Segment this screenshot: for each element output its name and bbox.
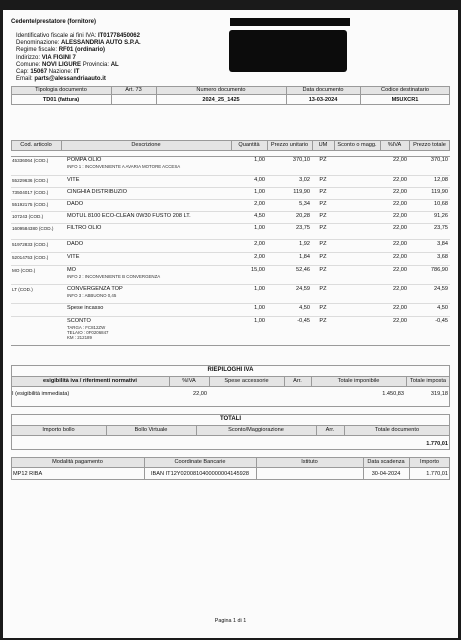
items-bottom-line xyxy=(11,345,450,346)
row-separator xyxy=(11,175,450,176)
item-um: PZ xyxy=(319,201,327,207)
payment-column-header: Istituto xyxy=(301,459,318,465)
column-divider xyxy=(156,86,157,105)
seller-value: 15067 xyxy=(30,69,48,75)
doc-header-label: Codice destinatario xyxy=(381,87,429,93)
item-iva: 22,00 xyxy=(393,286,407,292)
column-divider xyxy=(380,140,381,151)
column-divider xyxy=(286,86,287,105)
item-code: 55192175 (COD.) xyxy=(12,202,49,207)
payment-value: 30-04-2024 xyxy=(371,471,401,477)
riepiloghi-column-header: Totale imponibile xyxy=(337,378,380,384)
item-unit-price: 119,90 xyxy=(293,189,310,195)
column-divider xyxy=(360,86,361,105)
column-divider xyxy=(406,376,407,387)
item-code: 51972833 (COD.) xyxy=(12,242,49,247)
column-divider xyxy=(284,376,285,387)
item-quantity: 1,00 xyxy=(254,318,265,324)
item-um: PZ xyxy=(319,177,327,183)
item-description: FILTRO OLIO xyxy=(67,225,102,231)
item-code: 45336064 (COD.) xyxy=(12,158,49,163)
doc-header-value: M5UXCR1 xyxy=(391,97,419,103)
column-divider xyxy=(196,425,197,436)
item-iva: 22,00 xyxy=(393,225,407,231)
item-iva: 22,00 xyxy=(393,157,407,163)
item-quantity: 1,00 xyxy=(254,225,265,231)
item-code: 107243 (COD.) xyxy=(12,214,44,219)
item-description: CINGHIA DISTRIBUZIO xyxy=(67,189,127,195)
doc-header-value: TD01 (fattura) xyxy=(42,97,80,103)
seller-value: parts@alessandriaauto.it xyxy=(34,76,106,83)
seller-label: Email: xyxy=(16,76,35,83)
items-column-header: Cod. articolo xyxy=(20,142,52,148)
seller-line xyxy=(16,76,106,83)
doc-header-value: 2024_25_1425 xyxy=(202,97,240,103)
seller-label: Nazione: xyxy=(47,69,75,75)
item-unit-price: 23,75 xyxy=(296,225,310,231)
item-total: 786,90 xyxy=(430,267,448,273)
item-unit-price: 1,92 xyxy=(299,241,310,247)
totali-column-header: Bollo Virtuale xyxy=(134,427,168,433)
item-iva: 22,00 xyxy=(393,318,407,324)
row-separator xyxy=(11,303,450,304)
riepiloghi-column-header: %IVA xyxy=(182,378,196,384)
item-quantity: 2,00 xyxy=(254,201,265,207)
seller-value: AL xyxy=(110,61,119,68)
seller-heading: Cedente/prestatore (fornitore) xyxy=(11,19,97,25)
item-description: DADO xyxy=(67,241,84,247)
item-description: CONVERGENZA TOP xyxy=(67,286,123,292)
item-iva: 22,00 xyxy=(393,305,407,311)
column-divider xyxy=(311,376,312,387)
item-unit-price: 20,28 xyxy=(296,213,310,219)
row-separator xyxy=(11,316,450,317)
item-unit-price: 24,59 xyxy=(296,286,310,292)
items-column-header: Prezzo unitario xyxy=(270,142,309,148)
doc-header-label: Data documento xyxy=(302,87,344,93)
item-iva: 22,00 xyxy=(393,177,407,183)
item-um: PZ xyxy=(319,157,327,163)
riepiloghi-column-header: Spese accessorie xyxy=(224,378,269,384)
riepiloghi-title: RIEPILOGHI IVA xyxy=(207,367,254,373)
totali-column-header: Arr. xyxy=(325,427,335,433)
item-description: Spese incasso xyxy=(67,305,104,311)
item-total: 23,75 xyxy=(434,225,448,231)
payment-column-header: Data scadenza xyxy=(367,459,405,465)
item-code: 73504017 (COD.) xyxy=(12,190,49,195)
column-divider xyxy=(209,376,210,387)
column-divider xyxy=(61,140,62,151)
item-quantity: 1,00 xyxy=(254,157,265,163)
seller-value: IT xyxy=(74,69,80,75)
doc-header-label: Art. 73 xyxy=(125,87,142,93)
item-um: PZ xyxy=(319,267,327,273)
item-info: INFO 1 : INCONVENIENTE A AVARIA MOTORE ACCESA xyxy=(67,163,181,169)
column-divider xyxy=(409,140,410,151)
buyer-redaction xyxy=(230,18,350,26)
item-unit-price: 52,46 xyxy=(296,267,310,273)
item-um: PZ xyxy=(319,189,327,195)
item-total: 3,68 xyxy=(437,254,448,260)
item-quantity: 4,50 xyxy=(254,213,265,219)
seller-label: Cap: xyxy=(16,69,31,75)
column-divider xyxy=(256,457,257,480)
item-code: 55229636 (COD.) xyxy=(12,178,49,183)
item-info: TELAIO : 0F0206847 xyxy=(67,329,109,335)
row-separator xyxy=(11,211,450,212)
seller-label: Denominazione: xyxy=(16,40,62,47)
row-separator xyxy=(11,223,450,224)
row-separator xyxy=(11,284,450,285)
riepiloghi-column-header: esigibilità iva / riferimenti normativi xyxy=(43,378,137,384)
totali-column-header: Totale documento xyxy=(374,427,420,433)
item-total: 24,59 xyxy=(434,286,448,292)
payment-value: IBAN IT12Y0200810400000004145928 xyxy=(151,471,249,477)
totali-column-header: Sconto/Maggiorazione xyxy=(228,427,284,433)
item-unit-price: 3,02 xyxy=(299,177,310,183)
item-total: 4,50 xyxy=(437,305,448,311)
item-description: SCONTO xyxy=(67,318,91,324)
item-iva: 22,00 xyxy=(393,201,407,207)
column-divider xyxy=(316,425,317,436)
item-info: INFO 2 : INCONVENIENTE B CONVERGENZA xyxy=(67,273,161,279)
item-iva: 22,00 xyxy=(393,189,407,195)
item-total: 3,84 xyxy=(437,241,448,247)
item-um: PZ xyxy=(319,213,327,219)
payment-column-header: Modalità pagamento xyxy=(52,459,103,465)
seller-label: Identificativo fiscale ai fini IVA: xyxy=(16,33,98,39)
item-quantity: 4,00 xyxy=(254,177,265,183)
riepiloghi-value: 22,00 xyxy=(193,391,207,397)
item-iva: 22,00 xyxy=(393,241,407,247)
seller-value: VIA FIGINI 7 xyxy=(41,54,76,61)
payment-value: 1.770,01 xyxy=(426,471,448,477)
page-number: Pagina 1 di 1 xyxy=(214,618,247,624)
item-total: 91,26 xyxy=(434,213,448,219)
item-iva: 22,00 xyxy=(393,213,407,219)
item-quantity: 2,00 xyxy=(254,241,265,247)
item-um: PZ xyxy=(319,241,327,247)
item-total: -0,45 xyxy=(435,318,448,324)
column-divider xyxy=(334,140,335,151)
item-unit-price: 4,50 xyxy=(299,305,310,311)
column-divider xyxy=(312,140,313,151)
item-total: 119,90 xyxy=(431,189,448,195)
item-iva: 22,00 xyxy=(393,254,407,260)
item-quantity: 1,00 xyxy=(254,286,265,292)
item-um: PZ xyxy=(319,318,327,324)
items-column-header: %IVA xyxy=(387,142,402,148)
item-code: 1609584380 (COD.) xyxy=(12,226,54,231)
item-quantity: 2,00 xyxy=(254,254,265,260)
seller-value: NOVI LIGURE xyxy=(42,61,82,68)
item-um: PZ xyxy=(319,286,327,292)
item-unit-price: 370,10 xyxy=(292,157,310,163)
row-separator xyxy=(11,239,450,240)
item-description: VITE xyxy=(67,177,80,183)
doc-header-label: Numero documento xyxy=(196,87,246,93)
item-code: MO (COD.) xyxy=(12,268,36,273)
totali-title: TOTALI xyxy=(219,416,242,422)
item-description: DADO xyxy=(67,201,84,207)
items-column-header: Descrizione xyxy=(131,142,161,148)
item-code: 52014753 (COD.) xyxy=(12,255,49,260)
column-divider xyxy=(106,425,107,436)
riepiloghi-value: 1.450,83 xyxy=(382,391,404,397)
item-info: TARGA : FC812ZW xyxy=(67,324,106,330)
row-separator xyxy=(11,199,450,200)
invoice-sheet xyxy=(3,10,458,638)
item-description: MO xyxy=(67,267,77,273)
item-info: KM : 212189 xyxy=(67,335,92,340)
item-description: VITE xyxy=(67,254,80,260)
item-description: MOTUL 8100 ECO-CLEAN 0W30 FUSTO 208 LT. xyxy=(67,213,191,219)
totali-column-header: Importo bollo xyxy=(42,427,75,433)
payment-column-header: Coordinate Bancarie xyxy=(174,459,226,465)
item-info: INFO 3 : ABBUONO 0,45 xyxy=(67,292,117,298)
column-divider xyxy=(231,140,232,151)
row-separator xyxy=(11,252,450,253)
items-column-header: Quantità xyxy=(238,142,260,148)
item-um: PZ xyxy=(319,305,327,311)
row-separator xyxy=(11,187,450,188)
payment-column-header: Importo xyxy=(420,459,439,465)
item-um: PZ xyxy=(319,225,327,231)
seller-label: Indirizzo: xyxy=(16,54,42,61)
riepiloghi-value: I (esigibilità immediata) xyxy=(12,391,70,397)
items-column-header: Sconto o magg. xyxy=(337,142,377,148)
item-code: LT (COD.) xyxy=(12,287,33,292)
item-unit-price: 5,34 xyxy=(299,201,310,207)
total-document-value: 1.770,01 xyxy=(426,441,448,447)
row-separator xyxy=(11,265,450,266)
column-divider xyxy=(111,86,112,105)
item-quantity: 1,00 xyxy=(254,305,265,311)
seller-value: RF01 (ordinario) xyxy=(58,47,106,54)
doc-header-value: 13-03-2024 xyxy=(308,97,338,103)
column-divider xyxy=(344,425,345,436)
items-column-header: UM xyxy=(318,142,328,148)
item-quantity: 15,00 xyxy=(251,267,265,273)
items-column-header: Prezzo totale xyxy=(413,142,446,148)
item-total: 10,68 xyxy=(434,201,448,207)
seller-value: ALESSANDRIA AUTO S.P.A. xyxy=(61,40,141,47)
column-divider xyxy=(267,140,268,151)
seller-label: Provincia: xyxy=(81,61,111,68)
payment-value: MP12 RIBA xyxy=(13,471,43,477)
doc-header-label: Tipologia documento xyxy=(35,87,87,93)
item-quantity: 1,00 xyxy=(254,189,265,195)
item-iva: 22,00 xyxy=(393,267,407,273)
buyer-redaction xyxy=(229,30,347,72)
riepiloghi-column-header: Arr. xyxy=(293,378,302,384)
riepiloghi-column-header: Totale imposta xyxy=(409,378,447,384)
seller-value: IT01778450062 xyxy=(97,33,140,39)
seller-label: Regime fiscale: xyxy=(16,47,59,54)
seller-label: Comune: xyxy=(16,61,43,68)
item-total: 370,10 xyxy=(430,157,448,163)
riepiloghi-value: 319,18 xyxy=(430,391,448,397)
item-um: PZ xyxy=(319,254,327,260)
column-divider xyxy=(169,376,170,387)
item-total: 12,08 xyxy=(434,177,448,183)
item-description: POMPA OLIO xyxy=(67,157,102,163)
item-unit-price: 1,84 xyxy=(299,254,310,260)
item-unit-price: -0,45 xyxy=(297,318,310,324)
